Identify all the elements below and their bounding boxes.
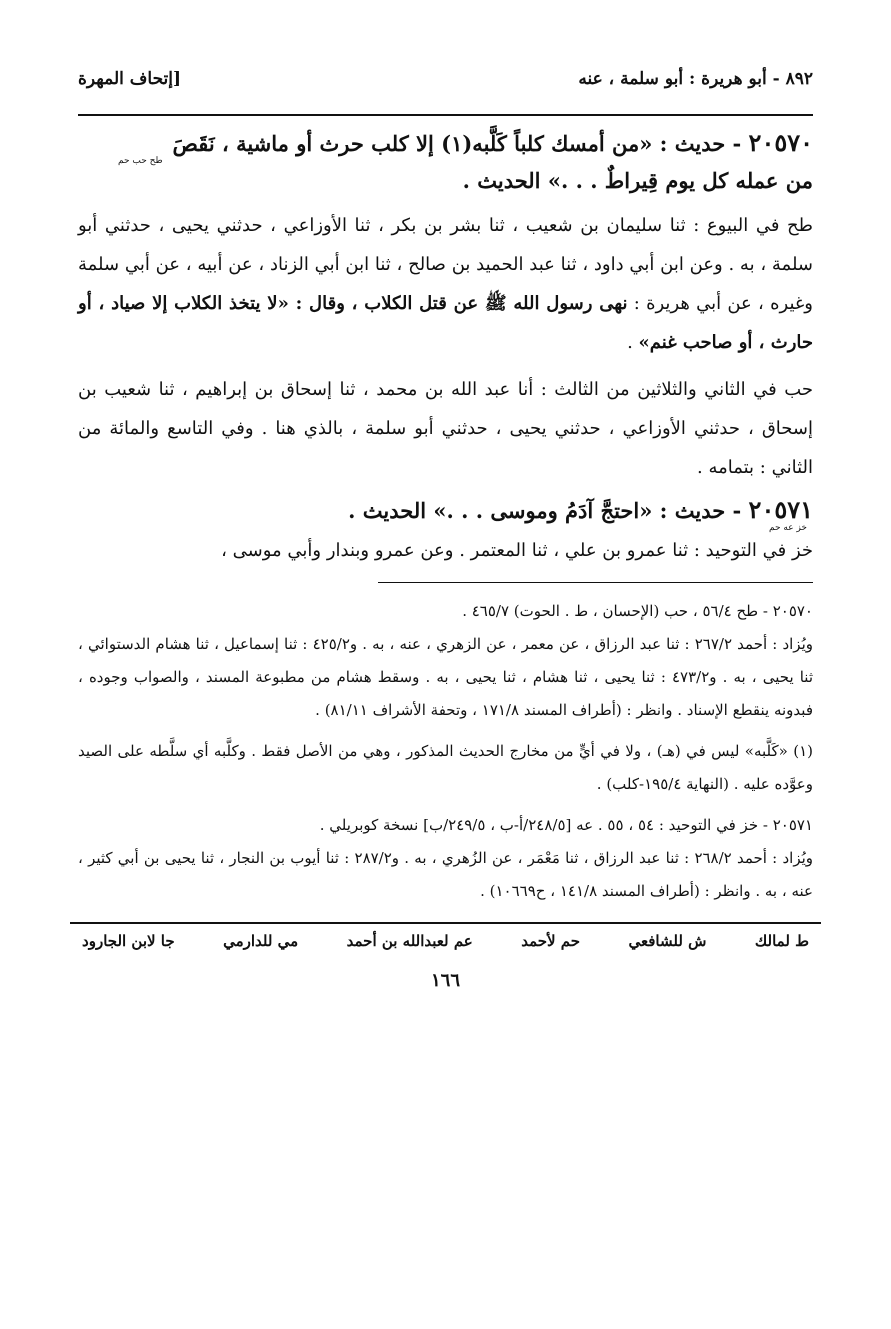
footnote-4: ٢٠٥٧١ - خز في التوحيد : ٥٤ ، ٥٥ . عه [٢٤٨/٥/أ-ب ، ٢٤٩/٥/ب] نسخة كوبريلي . [319, 816, 813, 834]
hadith-text: - حديث : «من أمسك كلباً كَلَّبه(١) إلا كلب حرث أو ماشية ، نَقَصَ [172, 131, 742, 156]
hadith-number: ٢٠٥٧٠ [748, 128, 813, 157]
paragraph-end: . [627, 332, 633, 353]
hadith-entry-20571 [78, 493, 813, 533]
footnote-2: ويُزاد : أحمد ٢٦٧/٢ : ثنا عبد الرزاق ، عن معمر ، عن الزهري ، عنه ، به . و٤٢٥/٢ : ثنا إسماعيل ، ثنا هشام الدستوائي ، ثنا يحيى ، به . و٤٧٣/٢ : ثنا يحيى ، ثنا هشام ، ثنا يحيى ، به . وسقط هشام من مطبوعة المسند ، والصواب وجوده ، فبدونه ينقطع الإسناد . وانظر : (أطراف المسند ١٧١/٨ ، وتحفة الأشراف ٨١/١١) . [78, 635, 814, 719]
isnad-text: طح في البيوع : ثنا سليمان بن شعيب ، ثنا بشر بن بكر ، ثنا الأوزاعي ، حدثني يحيى ، حدثني أبو سلمة ، به . وعن ابن أبي داود ، ثنا عبد الحميد بن صالح ، ثنا ابن أبي الزناد ، عن أبيه ، عن أبي سلمة وغيره ، عن أبي هريرة : [78, 215, 813, 314]
hadith-text-2: - حديث : «احتجَّ آدَمُ وموسى . . .» الحديث . [348, 498, 742, 523]
footnote-1: ٢٠٥٧٠ - طح ٥٦/٤ ، حب (الإحسان ، ط . الحوت) ٤٦٥/٧ . [462, 602, 813, 620]
running-header [78, 58, 813, 100]
footer-rule [70, 922, 821, 924]
page-number: ١٦٦ [430, 970, 460, 991]
hadith-heading-2 [78, 493, 813, 528]
legend-item: ط لمالك [754, 932, 809, 950]
matn-text: نهى رسول الله ﷺ عن قتل الكلاب ، وقال : «لا يتخذ الكلاب إلا صياد ، أو حارث ، أو صاحب غنم» [78, 293, 813, 353]
legend-item: مي للدارمي [223, 932, 299, 950]
footnote-3: (١) «كَلَّبه» ليس في (هـ) ، ولا في أيٍّ من مخارج الحديث المذكور ، وهي من الأصل فقط . وكلَّبه أي سلَّطه على الصيد وعوَّده عليه . (النهاية ١٩٥/٤-كلب) . [78, 742, 813, 793]
legend-item: ش للشافعي [628, 932, 707, 950]
hadith-text-continued: من عمله كل يوم قِيراطٌ . . .» الحديث . [462, 168, 813, 193]
isnad-paragraph-3: خز في التوحيد : ثنا عمرو بن علي ، ثنا المعتمر . وعن عمرو وبندار وأبي موسى ، [221, 540, 813, 561]
hadith-heading [78, 126, 813, 161]
header-rule [78, 114, 813, 116]
hadith-number-2: ٢٠٥٧١ [748, 495, 813, 524]
footnotes [78, 595, 813, 908]
source-sigla: طح حب حم [118, 156, 163, 166]
isnad-paragraph-2: حب في الثاني والثلاثين من الثالث : أنا عبد الله بن محمد ، ثنا إسحاق بن إبراهيم ، ثنا شعيب بن إسحاق ، حدثني الأوزاعي ، حدثني يحيى ، حدثني أبو سلمة ، بالذي هنا . وفي التاسع والمائة من الثاني : بتمامه . [78, 379, 813, 478]
header-book-title: [إتحاف المهرة [78, 69, 182, 89]
footnote-5: ويُزاد : أحمد ٢٦٨/٢ : ثنا عبد الرزاق ، ثنا مَعْمَر ، عن الزُهري ، به . و٢٨٧/٢ : ثنا أيوب بن النجار ، ثنا يحيى بن أبي كثير ، عنه ، به . وانظر : (أطراف المسند ١٤١/٨ ، ح١٠٦٦٩) . [78, 849, 814, 900]
abbreviation-legend [78, 932, 813, 950]
header-chapter-title: ٨٩٢ - أبو هريرة : أبو سلمة ، عنه [578, 69, 813, 89]
legend-item: جا لابن الجارود [82, 932, 175, 950]
legend-item: حم لأحمد [521, 932, 581, 950]
footnote-separator [378, 582, 813, 583]
isnad-paragraph [78, 206, 813, 362]
legend-item: عم لعبدالله بن أحمد [346, 932, 473, 950]
source-sigla-2: خز عه حم [769, 523, 807, 533]
hadith-entry-20570 [78, 126, 813, 198]
